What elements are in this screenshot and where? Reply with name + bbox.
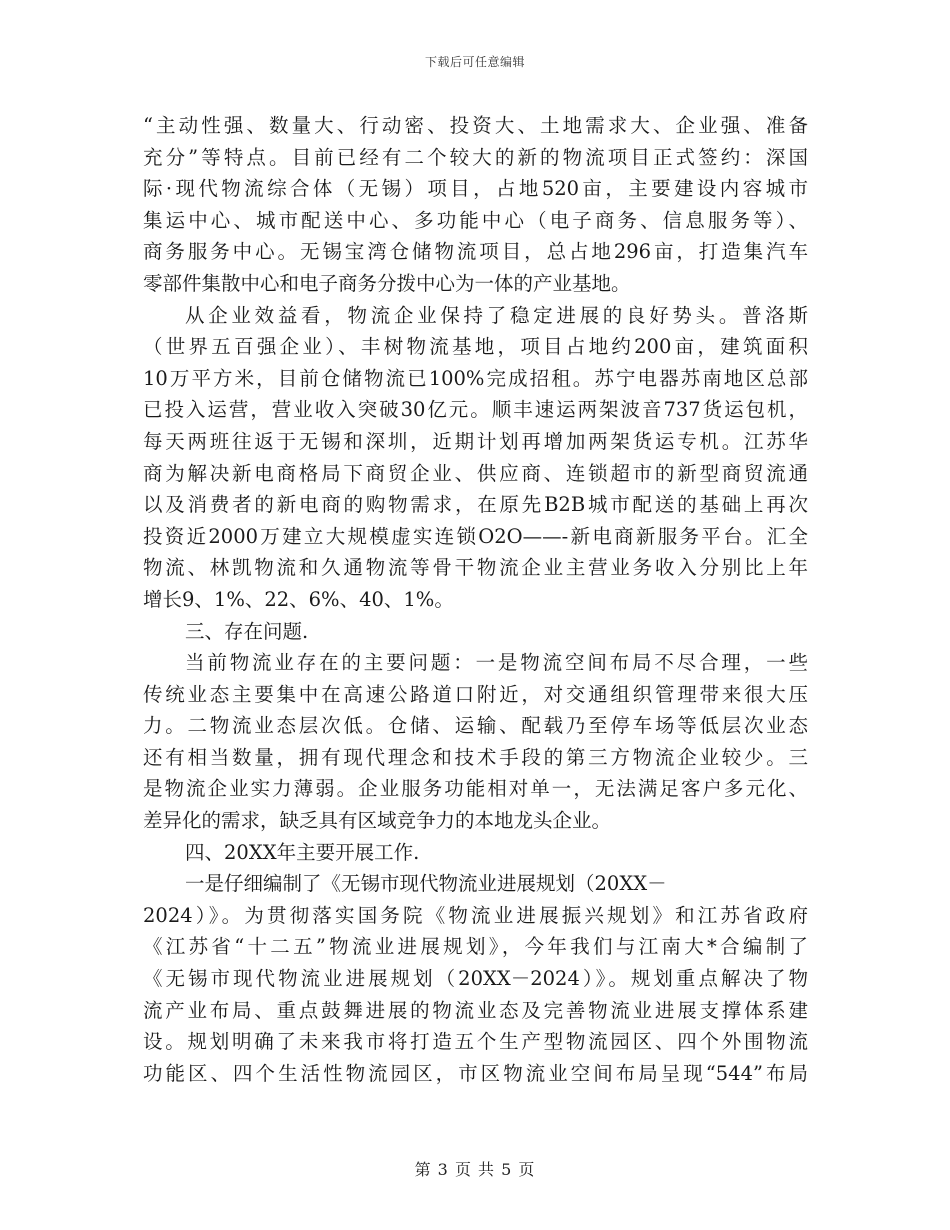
text-line: 力。二物流业态层次低。仓储、运输、配载乃至停车场等低层次业态 [143, 714, 808, 738]
text-line: 投资近2000万建立大规模虚实连锁O2O——-新电商新服务平台。汇全 [143, 524, 808, 548]
text-line: 商为解决新电商格局下商贸企业、供应商、连锁超市的新型商贸流通 [143, 461, 808, 485]
text-line: 每天两班往返于无锡和深圳，近期计划再增加两架货运专机。江苏华 [143, 429, 808, 453]
text-line: （世界五百强企业）、丰树物流基地，项目占地约200亩，建筑面积 [143, 335, 808, 359]
text-line: 功能区、四个生活性物流园区，市区物流业空间布局呈现“544”布局 [143, 1061, 808, 1085]
text-line: 从企业效益看，物流企业保持了稳定进展的良好势头。普洛斯 [185, 303, 808, 327]
text-line: 设。规划明确了未来我市将打造五个生产型物流园区、四个外围物流 [143, 1030, 808, 1054]
text-line: 是物流企业实力薄弱。企业服务功能相对单一，无法满足客户多元化、 [143, 777, 808, 801]
text-line: 《江苏省“十二五”物流业进展规划》，今年我们与江南大*合编制了 [143, 935, 808, 959]
text-line: 际·现代物流综合体（无锡）项目，占地520亩，主要建设内容城市 [143, 177, 808, 201]
text-line: 已投入运营，营业收入突破30亿元。顺丰速运两架波音737货运包机， [143, 398, 808, 422]
text-line: 一是仔细编制了《无锡市现代物流业进展规划（20XX－ [185, 872, 667, 896]
text-line: 商务服务中心。无锡宝湾仓储物流项目，总占地296亩，打造集汽车 [143, 240, 808, 264]
text-line: 物流、林凯物流和久通物流等骨干物流企业主营业务收入分别比上年 [143, 556, 808, 580]
text-line: 三、存在问题. [185, 619, 309, 643]
text-line: “主动性强、数量大、行动密、投资大、土地需求大、企业强、准备 [143, 114, 808, 137]
text-line: 四、20XX年主要开展工作. [185, 840, 420, 864]
text-line: 传统业态主要集中在高速公路道口附近，对交通组织管理带来很大压 [143, 682, 808, 706]
text-line: 增长9、1%、22、6%、40、1%。 [143, 587, 454, 611]
document-body [143, 110, 808, 1089]
text-line: 零部件集散中心和电子商务分拨中心为一体的产业基地。 [143, 271, 631, 295]
text-line: 2024）》。为贯彻落实国务院《物流业进展振兴规划》和江苏省政府 [143, 903, 808, 927]
text-line: 《无锡市现代物流业进展规划（20XX－2024）》。规划重点解决了物 [143, 967, 808, 991]
text-line: 当前物流业存在的主要问题：一是物流空间布局不尽合理，一些 [185, 651, 808, 675]
text-line: 以及消费者的新电商的购物需求，在原先B2B城市配送的基础上再次 [143, 493, 808, 517]
text-line: 集运中心、城市配送中心、多功能中心（电子商务、信息服务等）、 [143, 208, 808, 232]
text-line: 差异化的需求，缺乏具有区域竞争力的本地龙头企业。 [143, 809, 612, 833]
text-line: 充分”等特点。目前已经有二个较大的新的物流项目正式签约：深国 [143, 145, 808, 169]
page-header: 下载后可任意编辑 [424, 55, 525, 69]
text-line: 流产业布局、重点鼓舞进展的物流业态及完善物流业进展支撑体系建 [143, 998, 808, 1022]
text-line: 还有相当数量，拥有现代理念和技术手段的第三方物流企业较少。三 [143, 745, 808, 769]
page-footer: 第 3 页 共 5 页 [414, 1160, 536, 1179]
text-line: 10万平方米，目前仓储物流已100%完成招租。苏宁电器苏南地区总部 [143, 366, 808, 390]
